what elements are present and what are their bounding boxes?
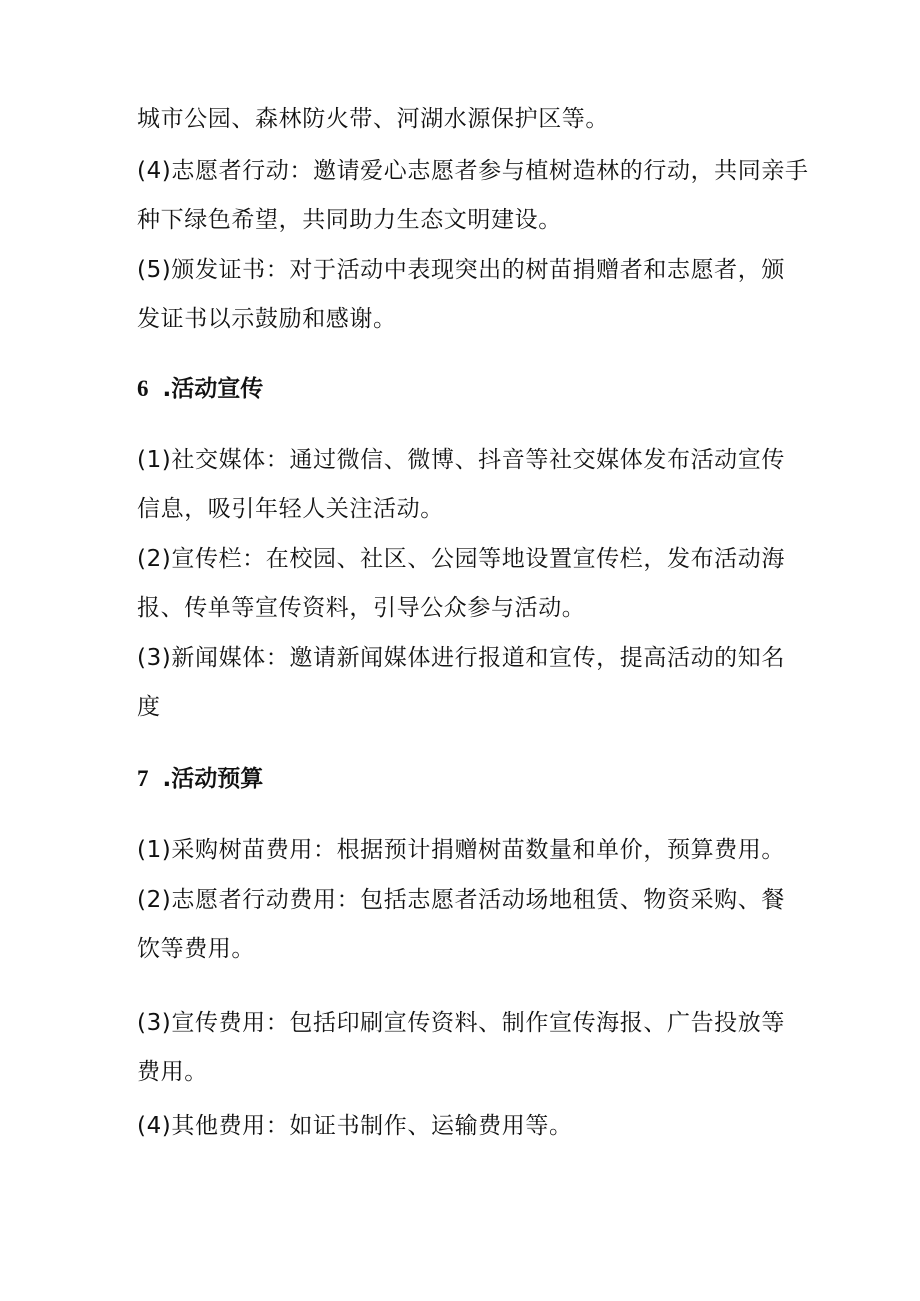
list-item-5-line-2: 发证书以示鼓励和感谢。 [137, 306, 397, 332]
list-item-1-line-1: (1)社交媒体：通过微信、微博、抖音等社交媒体发布活动宣传 [137, 447, 785, 473]
section-number: 6 [137, 376, 149, 401]
section-heading-6 [137, 374, 263, 404]
list-item-3-line-1: (3)宣传费用：包括印刷宣传资料、制作宣传海报、广告投放等 [137, 1010, 785, 1036]
list-item-2-line-1: (2)志愿者行动费用：包括志愿者活动场地租赁、物资采购、餐 [137, 887, 785, 913]
section-title: .活动宣传 [162, 376, 264, 402]
list-item-3-line-2: 度 [137, 694, 161, 720]
section-heading-7 [137, 764, 263, 794]
list-item-2-line-1: (2)宣传栏：在校园、社区、公园等地设置宣传栏，发布活动海 [137, 546, 785, 572]
list-item-3-line-2: 费用。 [137, 1059, 208, 1085]
list-item-3-line-1: (3)新闻媒体：邀请新闻媒体进行报道和宣传，提高活动的知名 [137, 645, 785, 671]
section-title: .活动预算 [162, 766, 264, 792]
list-item-2-line-2: 饮等费用。 [137, 936, 255, 962]
list-item-5-line-1: (5)颁发证书：对于活动中表现突出的树苗捐赠者和志愿者，颁 [137, 257, 785, 283]
section-number: 7 [137, 766, 149, 791]
list-item-1-line-2: 信息，吸引年轻人关注活动。 [137, 496, 444, 522]
list-item-4-line-1: (4)其他费用：如证书制作、运输费用等。 [137, 1113, 573, 1139]
text-line: 城市公园、森林防火带、河湖水源保护区等。 [137, 106, 609, 132]
list-item-1-line-1: (1)采购树苗费用：根据预计捐赠树苗数量和单价，预算费用。 [137, 837, 785, 863]
list-item-4-line-2: 种下绿色希望，共同助力生态文明建设。 [137, 207, 562, 233]
list-item-4-line-1: (4)志愿者行动：邀请爱心志愿者参与植树造林的行动，共同亲手 [137, 158, 809, 184]
list-item-2-line-2: 报、传单等宣传资料，引导公众参与活动。 [137, 595, 586, 621]
